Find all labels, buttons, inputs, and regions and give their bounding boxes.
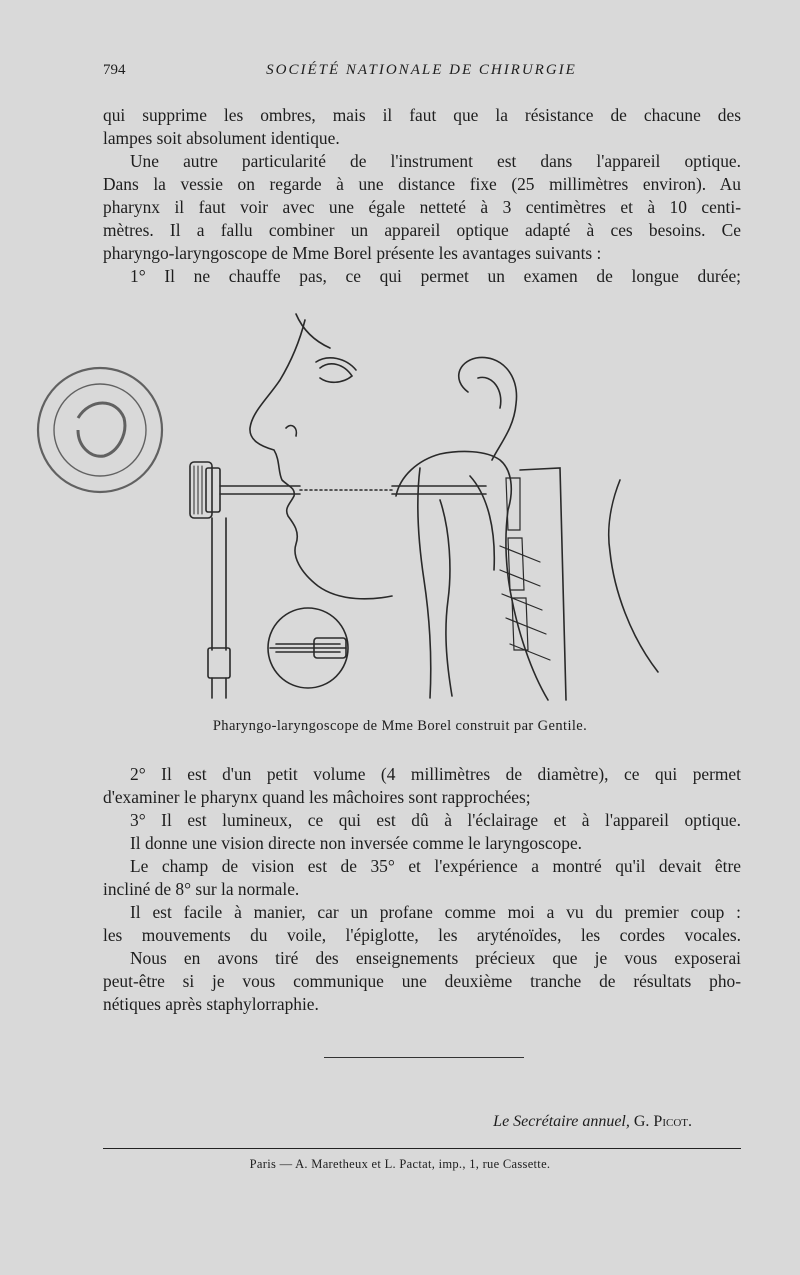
running-title: SOCIÉTÉ NATIONALE DE CHIRURGIE xyxy=(266,62,577,78)
figure-illustration xyxy=(0,300,800,720)
figure-caption: Pharyngo-laryngoscope de Mme Borel construit par Gentile. xyxy=(212,718,588,734)
text-line: les mouvements du voile, l'épiglotte, les aryténoïdes, les cordes vocales. xyxy=(103,925,741,945)
text-line: 3° Il est lumineux, ce qui est dû à l'éclairage et à l'appareil optique. xyxy=(130,810,741,830)
text-line: pharyngo-laryngoscope de Mme Borel présente les avantages suivants : xyxy=(103,243,602,263)
text-line: qui supprime les ombres, mais il faut que la résistance de chacune des xyxy=(103,105,741,125)
text-line: Il est facile à manier, car un profane comme moi a vu du premier coup : xyxy=(130,902,741,922)
text-line: d'examiner le pharynx quand les mâchoires sont rapprochées; xyxy=(103,787,531,807)
printer-imprint: Paris — A. Maretheux et L. Pactat, imp., 1, rue Cassette. xyxy=(249,1157,551,1171)
text-line: lampes soit absolument identique. xyxy=(103,128,340,148)
text-line: Il donne une vision directe non inversée comme le laryngoscope. xyxy=(130,833,583,853)
signature-role: Le Secrétaire annuel, xyxy=(493,1113,630,1130)
text-line: Le champ de vision est de 35° et l'expérience a montré qu'il devait être xyxy=(130,856,741,876)
footer-rule xyxy=(103,1148,741,1149)
text-line: 1° Il ne chauffe pas, ce qui permet un examen de longue durée; xyxy=(130,266,741,286)
laryngoscope-illustration xyxy=(0,300,800,720)
separator-rule xyxy=(324,1057,524,1058)
text-line: Nous en avons tiré des enseignements précieux que je vous exposerai xyxy=(130,948,741,968)
text-line: incliné de 8° sur la normale. xyxy=(103,879,300,899)
text-line: Une autre particularité de l'instrument est dans l'appareil optique. xyxy=(130,151,741,171)
text-line: Dans la vessie on regarde à une distance fixe (25 millimètres environ). Au xyxy=(103,174,741,194)
top-paragraph xyxy=(103,104,741,288)
text-line: pharynx il faut voir avec une égale netteté à 3 centimètres et à 10 centi- xyxy=(103,197,741,217)
bottom-paragraph xyxy=(103,763,741,1016)
page-number: 794 xyxy=(103,62,126,78)
text-line: 2° Il est d'un petit volume (4 millimètres de diamètre), ce qui permet xyxy=(130,764,741,784)
text-line: peut-être si je vous communique une deuxième tranche de résultats pho- xyxy=(103,971,741,991)
text-line: nétiques après staphylorraphie. xyxy=(103,994,319,1014)
signature-name: G. Picot. xyxy=(633,1113,692,1130)
library-stamp xyxy=(38,368,162,492)
text-line: mètres. Il a fallu combiner un appareil optique adapté à ces besoins. Ce xyxy=(103,220,741,240)
signature xyxy=(493,1113,692,1131)
page-header xyxy=(103,62,740,86)
